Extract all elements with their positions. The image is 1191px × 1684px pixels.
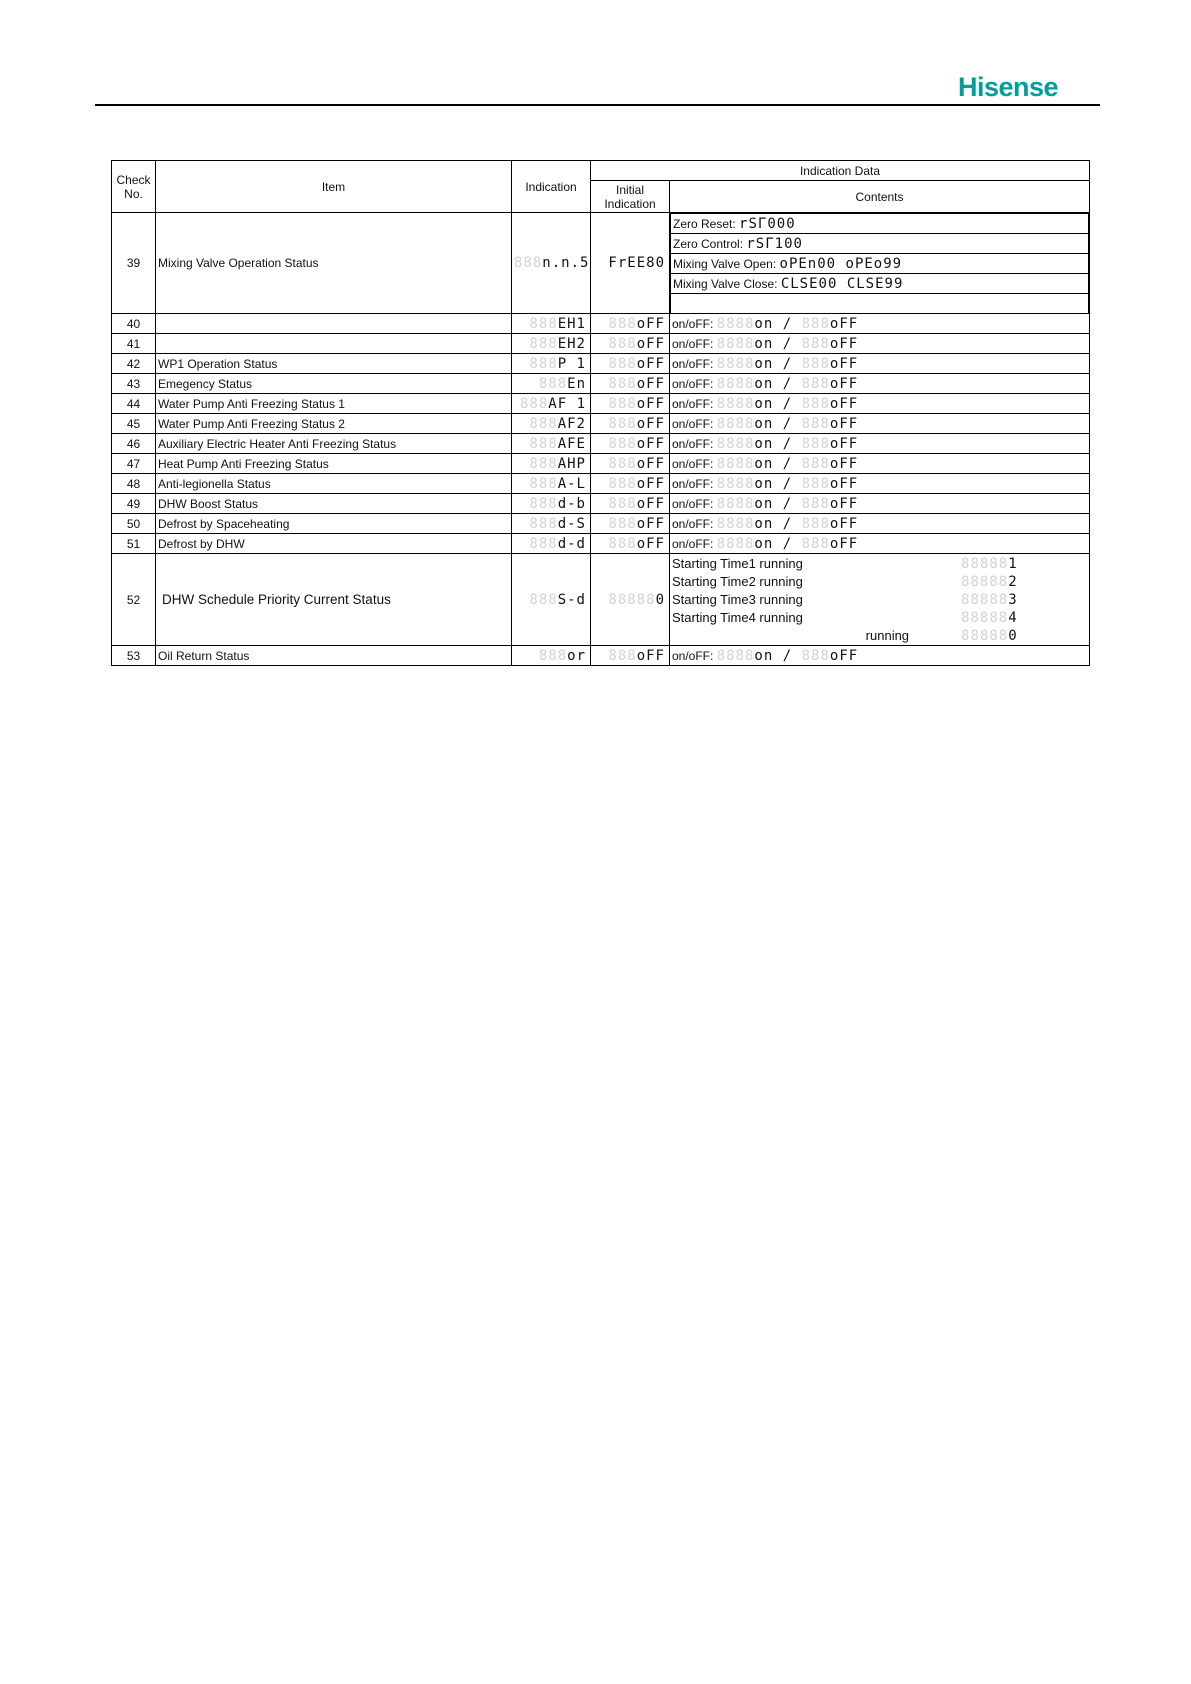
table-row-44 [112, 394, 1090, 414]
indication-display: 888EH2 [512, 334, 591, 354]
schedule-label: running [865, 628, 910, 643]
indication-display: 888or [512, 646, 591, 666]
contents-cell [670, 213, 1090, 314]
schedule-label: Starting Time4 running [672, 610, 803, 625]
indication-display: 888AF2 [512, 414, 591, 434]
schedule-label: Starting Time3 running [672, 592, 803, 607]
contents-cell: on/oFF: 8888on / 888oFF [670, 334, 1090, 354]
hisense-logo: Hisense [958, 72, 1059, 102]
header-initial-indication: Initial Indication [591, 181, 670, 213]
contents-line: Zero Reset: rSΓ000 [671, 214, 1089, 234]
item-name: Emegency Status [156, 374, 512, 394]
item-name: Auxiliary Electric Heater Anti Freezing Status [156, 434, 512, 454]
header-contents: Contents [670, 181, 1090, 213]
header-check-no: Check No. [112, 161, 156, 213]
schedule-label: Starting Time2 running [672, 574, 803, 589]
item-name: DHW Boost Status [156, 494, 512, 514]
table-row-48 [112, 474, 1090, 494]
table-row-42 [112, 354, 1090, 374]
contents-cell: on/oFF: 8888on / 888oFF [670, 646, 1090, 666]
initial-display: 888oFF [591, 374, 670, 394]
initial-display: 888oFF [591, 474, 670, 494]
item-name: Oil Return Status [156, 646, 512, 666]
header-indication: Indication [512, 161, 591, 213]
schedule-display: 888883 [961, 591, 1018, 608]
check-no: 50 [112, 514, 156, 534]
initial-display: 888oFF [591, 434, 670, 454]
check-table [111, 160, 1090, 666]
initial-display: 888oFF [591, 646, 670, 666]
check-no: 48 [112, 474, 156, 494]
indication-display: 888P 1 [512, 354, 591, 374]
header-item: Item [156, 161, 512, 213]
indication-display: 888A-L [512, 474, 591, 494]
item-name: Water Pump Anti Freezing Status 1 [156, 394, 512, 414]
indication-display: 888n.n.5 [512, 213, 591, 314]
indication-display: 888AFE [512, 434, 591, 454]
indication-display: 888d-S [512, 514, 591, 534]
table-row-52 [112, 554, 1090, 646]
table-row-43 [112, 374, 1090, 394]
check-no: 46 [112, 434, 156, 454]
initial-display: 888oFF [591, 414, 670, 434]
item-name: Mixing Valve Operation Status [156, 213, 512, 314]
contents-cell: on/oFF: 8888on / 888oFF [670, 394, 1090, 414]
table-row-46 [112, 434, 1090, 454]
check-no: 51 [112, 534, 156, 554]
contents-line: Mixing Valve Open: oPEn00 oPEo99 [671, 254, 1089, 274]
check-no: 43 [112, 374, 156, 394]
check-no: 41 [112, 334, 156, 354]
item-name: WP1 Operation Status [156, 354, 512, 374]
check-no: 40 [112, 314, 156, 334]
initial-display: 888oFF [591, 494, 670, 514]
contents-line: Mixing Valve Close: CLSE00 CLSE99 [671, 274, 1089, 294]
item-name: Water Pump Anti Freezing Status 2 [156, 414, 512, 434]
contents-cell: on/oFF: 8888on / 888oFF [670, 314, 1090, 334]
initial-display: 888oFF [591, 334, 670, 354]
initial-display: 888oFF [591, 394, 670, 414]
item-name: Heat Pump Anti Freezing Status [156, 454, 512, 474]
table-row-47 [112, 454, 1090, 474]
table-row-41 [112, 334, 1090, 354]
initial-display: 888oFF [591, 454, 670, 474]
schedule-display: 888884 [961, 609, 1018, 626]
header-indication-data: Indication Data [591, 161, 1090, 181]
initial-display: 888oFF [591, 514, 670, 534]
schedule-display: 888881 [961, 555, 1018, 572]
initial-display: 888oFF [591, 314, 670, 334]
item-name: Defrost by DHW [156, 534, 512, 554]
initial-display: 888oFF [591, 354, 670, 374]
initial-display: FrEE80 [591, 213, 670, 314]
indication-display: 888d-d [512, 534, 591, 554]
table-row-39 [112, 213, 1090, 314]
contents-cell: on/oFF: 8888on / 888oFF [670, 494, 1090, 514]
table-row-50 [112, 514, 1090, 534]
indication-display: 888En [512, 374, 591, 394]
indication-display: 888d-b [512, 494, 591, 514]
indication-display: 888AF 1 [512, 394, 591, 414]
check-no: 42 [112, 354, 156, 374]
schedule-contents [670, 554, 1090, 646]
initial-display: 888oFF [591, 534, 670, 554]
check-no: 45 [112, 414, 156, 434]
initial-display: 888880 [591, 554, 670, 646]
schedule-label: Starting Time1 running [672, 556, 803, 571]
contents-cell: on/oFF: 8888on / 888oFF [670, 474, 1090, 494]
item-name: Anti-legionella Status [156, 474, 512, 494]
check-no: 44 [112, 394, 156, 414]
table-row-49 [112, 494, 1090, 514]
check-no: 53 [112, 646, 156, 666]
schedule-display: 888880 [961, 627, 1018, 644]
indication-display: 888EH1 [512, 314, 591, 334]
contents-cell: on/oFF: 8888on / 888oFF [670, 354, 1090, 374]
contents-cell: on/oFF: 8888on / 888oFF [670, 534, 1090, 554]
table-row-53 [112, 646, 1090, 666]
indication-display: 888S-d [512, 554, 591, 646]
check-no: 47 [112, 454, 156, 474]
item-name: Defrost by Spaceheating [156, 514, 512, 534]
contents-cell: on/oFF: 8888on / 888oFF [670, 454, 1090, 474]
contents-cell: on/oFF: 8888on / 888oFF [670, 514, 1090, 534]
contents-cell: on/oFF: 8888on / 888oFF [670, 434, 1090, 454]
indication-display: 888AHP [512, 454, 591, 474]
item-name: DHW Schedule Priority Current Status [156, 554, 512, 646]
schedule-display: 888882 [961, 573, 1018, 590]
table-row-51 [112, 534, 1090, 554]
check-no: 49 [112, 494, 156, 514]
contents-line: Zero Control: rSΓ100 [671, 234, 1089, 254]
check-no: 52 [112, 554, 156, 646]
item-name [156, 334, 512, 354]
header-rule [95, 104, 1100, 106]
contents-cell: on/oFF: 8888on / 888oFF [670, 414, 1090, 434]
contents-cell: on/oFF: 8888on / 888oFF [670, 374, 1090, 394]
table-row-45 [112, 414, 1090, 434]
table-row-40 [112, 314, 1090, 334]
item-name [156, 314, 512, 334]
contents-line-blank [671, 294, 1089, 314]
check-no: 39 [112, 213, 156, 314]
